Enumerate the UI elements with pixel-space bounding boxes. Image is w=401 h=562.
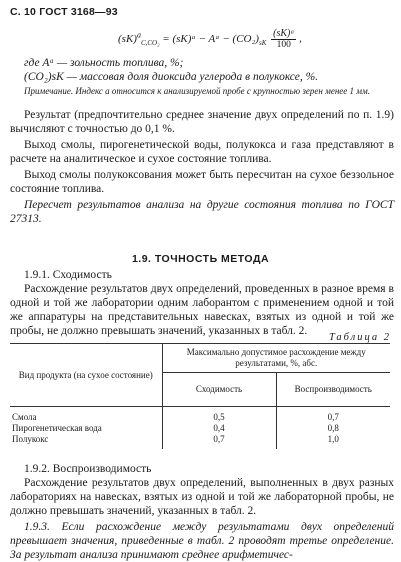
subsection-1-title: 1.9.1. Сходимость [24, 269, 112, 281]
table-caption: Таблица 2 [328, 332, 391, 343]
definition-ash: где Aᵃ — зольность топлива, %; [24, 57, 184, 69]
note: Примечание. Индекс a относится к анализируемой пробе с крупностью зерен менее 1 мм. [24, 86, 371, 96]
definition-co2: (CO₂)sK — массовая доля диоксида углерода в полукоксе, %. [24, 71, 319, 83]
paragraph-tar: Выход смолы полукоксования может быть пересчитан на сухое беззольное состояние топлива. [10, 169, 394, 195]
section-title: 1.9. ТОЧНОСТЬ МЕТОДА [131, 253, 270, 265]
paragraph-yield: Выход смолы, пирогенетической воды, полукокса и газа представляют в расчете на аналитическое и сухое состояние топлива. [10, 139, 394, 165]
formula: (sK)$^a_{C,CO_2}$ = (sK)ᵃ − Aᵃ − $(CO_2)_{sK}$ $\frac{\text{(sK)ᵃ}}{100}$ , [118, 28, 302, 50]
definitions [10, 56, 394, 84]
subsection-2-text: Расхождение результатов двух определений, выполненных в двух разных лабораториях на навесках, взятых из одной и той же лабораторной пробы, не должно превышать значений, указанных в табл. 2. [10, 477, 394, 517]
table-row: Пирогенетическая вода 0,4 0,8 [12, 423, 339, 433]
formula-lhs: (sK)$^a_{C,CO_2}$ [118, 29, 160, 47]
column-header-product: Вид продукта (на сухое состояние) [10, 344, 162, 407]
table-2 [10, 343, 390, 449]
subsection-1-text: Расхождение результатов двух определений, проведенных в разное время в одной и той же лаборатории одним лаборантом с применением одной и той же аппаратуры на представительных навесках, взятых из одной и той же пробы, не должно превышать значений, указанных в табл. 2. [10, 283, 394, 337]
table-row: Полукокс 0,7 1,0 [10, 434, 390, 449]
subsection-3-text: 1.9.3. Если расхождение между результатами двух определений превышает значения, приведенные в табл. 2 проводят третье определение. За результат анализа принимают среднее арифметичес- [10, 521, 394, 561]
formula-fraction: $\frac{\text{(sK)ᵃ}}{100}$ [273, 28, 295, 50]
column-header-group: Максимально допустимое расхождение между результатами, %, абс. [162, 344, 390, 373]
table-row: Смола 0,5 0,7 [10, 407, 390, 424]
formula-middle: = (sK)ᵃ − Aᵃ − $(CO_2)_{sK}$ [162, 32, 267, 47]
paragraph-recalc: Пересчет результатов анализа на другие состояния топлива по ГОСТ 27313. [10, 199, 394, 225]
column-header-reproducibility: Воспроизводимость [276, 373, 390, 407]
column-header-convergence: Сходимость [162, 373, 276, 407]
paragraph-result: Результат (предпочтительно среднее значение двух определений по п. 1.9) вычисляют с точностью до 0,1 %. [10, 109, 394, 135]
page-header: С. 10 ГОСТ 3168—93 [10, 6, 118, 18]
subsection-2-title: 1.9.2. Воспроизводимость [24, 463, 152, 475]
